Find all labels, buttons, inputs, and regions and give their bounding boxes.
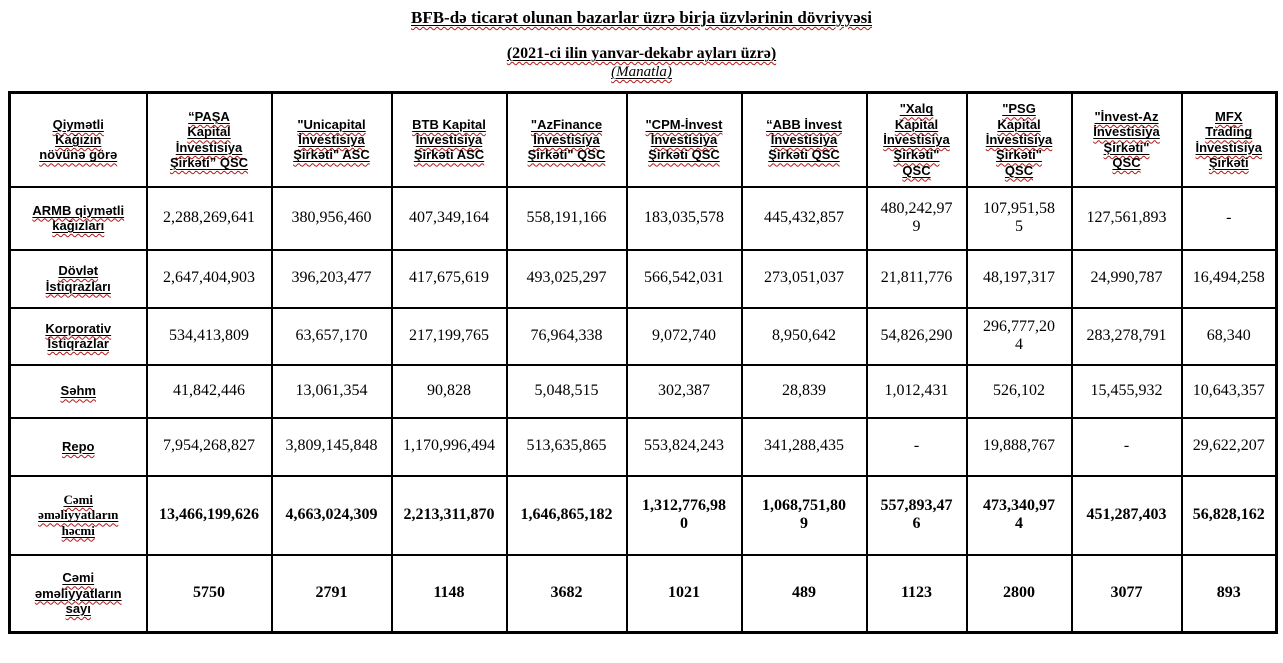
- table-row-1: [10, 250, 1277, 308]
- label-squiggle-text: "Xalq Kapital İnvestisiya Şirkəti" QSC: [883, 101, 950, 178]
- value-text: 493,025,297: [526, 269, 607, 287]
- label-squiggle-text: "Unicapital İnvestisiya Şirkəti" ASC: [293, 116, 370, 163]
- value-text: 302,387: [658, 381, 710, 399]
- value-cell: [507, 187, 627, 250]
- value-cell: [1182, 308, 1277, 365]
- value-cell: [272, 250, 392, 308]
- value-text: 1123: [900, 584, 933, 602]
- value-cell: [507, 250, 627, 308]
- value-cell: [392, 555, 507, 633]
- value-cell: [867, 365, 967, 418]
- table-row-3: [10, 365, 1277, 418]
- value-text: 296,777,204: [983, 317, 1055, 353]
- value-text: 183,035,578: [644, 208, 724, 226]
- label-squiggle-text: "CPM-İnvest İnvestisiya Şirkəti QSC: [645, 116, 723, 163]
- table-head: [10, 93, 1277, 187]
- value-cell: [147, 365, 272, 418]
- value-cell: [742, 476, 867, 555]
- value-text: 534,413,809: [169, 326, 249, 344]
- value-text: 19,888,767: [983, 437, 1055, 455]
- value-text: 566,542,031: [644, 269, 724, 287]
- value-cell: [742, 187, 867, 250]
- value-cell: [147, 187, 272, 250]
- value-text: 273,051,037: [764, 269, 844, 287]
- value-cell: [967, 418, 1072, 476]
- value-cell: [147, 555, 272, 633]
- value-cell: [1182, 418, 1277, 476]
- value-text: 9,072,740: [652, 326, 716, 344]
- value-cell: [867, 476, 967, 555]
- value-cell: [272, 418, 392, 476]
- label-text: [61, 383, 96, 398]
- label-text: [31, 321, 126, 352]
- document-header: [0, 8, 1283, 81]
- value-text: -: [1226, 208, 1232, 226]
- company-header-cell-8: [1072, 93, 1182, 187]
- value-text: 557,893,476: [880, 496, 953, 532]
- value-cell: [742, 365, 867, 418]
- value-cell: [967, 476, 1072, 555]
- label-squiggle-text: ARMB qiymətli kağızları: [32, 202, 125, 233]
- value-cell: [1182, 365, 1277, 418]
- value-text: 341,288,435: [764, 437, 844, 455]
- label-text: [880, 101, 954, 178]
- label-squiggle-text: Qiymətli Kağızın növünə görə: [39, 116, 118, 163]
- currency-note-text: (Manatla): [611, 64, 672, 80]
- label-text: [982, 101, 1056, 178]
- value-text: 2800: [1003, 584, 1035, 602]
- value-cell: [147, 418, 272, 476]
- value-cell: [147, 476, 272, 555]
- value-text: 396,203,477: [291, 269, 372, 287]
- label-squiggle-text: Cəmi əməliyyatların həcmi: [38, 492, 119, 538]
- value-cell: [507, 418, 627, 476]
- value-text: 553,824,243: [644, 437, 724, 455]
- value-text: 526,102: [993, 381, 1045, 399]
- value-text: 16,494,258: [1192, 269, 1265, 287]
- value-text: 68,340: [1206, 326, 1251, 344]
- value-text: 56,828,162: [1192, 505, 1265, 523]
- label-squiggle-text: MFX Trading İnvestisiya Şirkəti: [1195, 109, 1262, 171]
- value-cell: [627, 308, 742, 365]
- label-squiggle-text: Səhm: [60, 383, 96, 399]
- value-text: 127,561,893: [1086, 208, 1167, 226]
- corner-header-cell: [10, 93, 147, 187]
- value-text: 90,828: [427, 381, 471, 399]
- value-cell: [867, 308, 967, 365]
- value-text: -: [913, 437, 920, 455]
- page-subtitle: [0, 45, 1283, 63]
- value-text: 1021: [668, 584, 700, 602]
- value-text: 1,170,996,494: [403, 437, 495, 455]
- company-header-cell-6: [867, 93, 967, 187]
- company-header-cell-1: [272, 93, 392, 187]
- value-text: 473,340,974: [983, 496, 1055, 532]
- value-cell: [1182, 476, 1277, 555]
- value-text: 3682: [550, 584, 583, 602]
- value-cell: [392, 418, 507, 476]
- label-squiggle-text: "PSG Kapital İnvestisiya Şirkəti" QSC: [985, 101, 1053, 178]
- label-text: [406, 117, 492, 163]
- label-squiggle-text: “PAŞA Kapital İnvestisiya Şirkəti” QSC: [169, 109, 249, 171]
- value-cell: [1072, 308, 1182, 365]
- label-text: [641, 117, 727, 163]
- value-text: 893: [1216, 584, 1241, 602]
- value-cell: [867, 418, 967, 476]
- label-text: [31, 263, 126, 294]
- label-squiggle-text: "AzFinance İnvestisiya Şirkəti" QSC: [527, 116, 606, 163]
- value-text: 1,646,865,182: [520, 505, 613, 523]
- value-cell: [147, 250, 272, 308]
- value-text: 380,956,460: [291, 208, 372, 226]
- row-label-1: [10, 250, 147, 308]
- value-text: 2,647,404,903: [163, 269, 255, 287]
- value-text: 1148: [433, 584, 465, 602]
- value-cell: [507, 308, 627, 365]
- value-cell: [967, 555, 1072, 633]
- value-cell: [392, 476, 507, 555]
- value-text: 3077: [1110, 584, 1143, 602]
- value-text: 217,199,765: [409, 326, 489, 344]
- value-text: -: [1123, 437, 1130, 455]
- value-cell: [272, 476, 392, 555]
- company-header-cell-9: [1182, 93, 1277, 187]
- label-text: [31, 570, 126, 616]
- company-header-cell-2: [392, 93, 507, 187]
- company-header-cell-5: [742, 93, 867, 187]
- value-text: 1,012,431: [884, 381, 949, 399]
- value-cell: [967, 365, 1072, 418]
- value-text: 283,278,791: [1086, 326, 1167, 344]
- value-text: 24,990,787: [1090, 269, 1163, 287]
- label-text: [166, 109, 252, 170]
- value-cell: [1072, 418, 1182, 476]
- value-cell: [967, 250, 1072, 308]
- value-cell: [742, 418, 867, 476]
- value-cell: [272, 365, 392, 418]
- label-squiggle-text: “ABB İnvest İnvestisiya Şirkəti QSC: [766, 116, 842, 163]
- value-text: 451,287,403: [1086, 505, 1167, 523]
- value-cell: [507, 555, 627, 633]
- label-text: [31, 492, 126, 538]
- value-text: 8,950,642: [772, 326, 836, 344]
- value-cell: [627, 476, 742, 555]
- table-row-5: [10, 476, 1277, 555]
- value-cell: [627, 250, 742, 308]
- value-cell: [272, 308, 392, 365]
- value-cell: [1072, 365, 1182, 418]
- row-label-5: [10, 476, 147, 555]
- row-label-2: [10, 308, 147, 365]
- value-text: 2,288,269,641: [163, 208, 255, 226]
- header-row: [10, 93, 1277, 187]
- company-header-cell-7: [967, 93, 1072, 187]
- value-cell: [1072, 555, 1182, 633]
- value-cell: [507, 365, 627, 418]
- label-text: [1092, 109, 1162, 170]
- value-cell: [147, 308, 272, 365]
- value-cell: [742, 555, 867, 633]
- value-text: 54,826,290: [880, 326, 953, 344]
- label-text: [524, 117, 610, 163]
- value-cell: [392, 187, 507, 250]
- value-text: 417,675,619: [409, 269, 489, 287]
- table-row-6: [10, 555, 1277, 633]
- company-header-cell-4: [627, 93, 742, 187]
- value-text: 10,643,357: [1192, 381, 1265, 399]
- page-subtitle-text: (2021-ci ilin yanvar-dekabr ayları üzrə): [506, 45, 777, 62]
- value-cell: [627, 365, 742, 418]
- value-cell: [1072, 250, 1182, 308]
- value-text: 2,213,311,870: [403, 505, 495, 523]
- value-cell: [967, 308, 1072, 365]
- value-cell: [392, 308, 507, 365]
- value-text: 4,663,024,309: [285, 505, 378, 523]
- value-text: 107,951,585: [983, 199, 1055, 235]
- value-cell: [507, 476, 627, 555]
- label-squiggle-text: BTB Kapital İnvestisiya Şirkəti ASC: [412, 116, 486, 163]
- value-text: 21,811,776: [880, 269, 953, 287]
- value-text: 445,432,857: [764, 208, 844, 226]
- row-label-0: [10, 187, 147, 250]
- label-text: [62, 439, 95, 454]
- value-cell: [867, 555, 967, 633]
- table-row-4: [10, 418, 1277, 476]
- table-row-0: [10, 187, 1277, 250]
- value-cell: [627, 187, 742, 250]
- row-label-6: [10, 555, 147, 633]
- label-squiggle-text: Korporativ İstiqrazlar: [45, 320, 112, 351]
- value-cell: [1072, 476, 1182, 555]
- value-text: 76,964,338: [530, 326, 603, 344]
- label-squiggle-text: Cəmi əməliyyatların sayı: [34, 570, 122, 616]
- value-text: 15,455,932: [1090, 381, 1163, 399]
- value-text: 41,842,446: [173, 381, 245, 399]
- company-header-cell-0: [147, 93, 272, 187]
- value-cell: [392, 365, 507, 418]
- value-cell: [1182, 250, 1277, 308]
- value-text: 489: [792, 584, 816, 602]
- value-cell: [627, 555, 742, 633]
- turnover-table: [8, 91, 1278, 634]
- value-text: 5750: [193, 584, 225, 602]
- label-squiggle-text: Repo: [62, 438, 95, 454]
- value-cell: [392, 250, 507, 308]
- value-text: 63,657,170: [295, 326, 368, 344]
- value-text: 480,242,979: [880, 199, 953, 235]
- currency-note: [0, 64, 1283, 81]
- value-text: 2791: [315, 584, 348, 602]
- value-text: 29,622,207: [1192, 437, 1265, 455]
- value-cell: [1072, 187, 1182, 250]
- value-text: 5,048,515: [534, 381, 599, 399]
- label-text: [38, 117, 118, 163]
- value-cell: [627, 418, 742, 476]
- label-text: [289, 117, 375, 163]
- value-text: 1,068,751,809: [762, 496, 846, 532]
- value-text: 28,839: [782, 381, 826, 399]
- value-cell: [867, 250, 967, 308]
- value-text: 558,191,166: [526, 208, 607, 226]
- label-squiggle-text: "İnvest-Az İnvestisiya Şirkəti" QSC: [1093, 109, 1160, 171]
- value-text: 1,312,776,980: [642, 496, 726, 532]
- value-text: 7,954,268,827: [163, 437, 255, 455]
- label-squiggle-text: Dövlət İstiqrazları: [45, 263, 111, 294]
- row-label-4: [10, 418, 147, 476]
- value-text: 513,635,865: [526, 437, 607, 455]
- value-text: 407,349,164: [409, 208, 489, 226]
- value-cell: [742, 250, 867, 308]
- label-text: [761, 117, 847, 163]
- value-cell: [272, 187, 392, 250]
- page-title: [0, 8, 1283, 28]
- value-text: 13,466,199,626: [159, 505, 259, 523]
- value-cell: [272, 555, 392, 633]
- label-text: [1194, 109, 1264, 170]
- value-text: 48,197,317: [983, 269, 1055, 287]
- page-title-text: BFB-də ticarət olunan bazarlar üzrə birja üzvlərinin dövriyyəsi: [410, 8, 872, 27]
- label-text: [31, 203, 126, 234]
- table-body: [10, 187, 1277, 633]
- table-row-2: [10, 308, 1277, 365]
- value-cell: [742, 308, 867, 365]
- row-label-3: [10, 365, 147, 418]
- value-cell: [867, 187, 967, 250]
- value-text: 13,061,354: [295, 381, 368, 399]
- value-cell: [967, 187, 1072, 250]
- company-header-cell-3: [507, 93, 627, 187]
- value-text: 3,809,145,848: [285, 437, 378, 455]
- value-cell: [1182, 555, 1277, 633]
- value-cell: [1182, 187, 1277, 250]
